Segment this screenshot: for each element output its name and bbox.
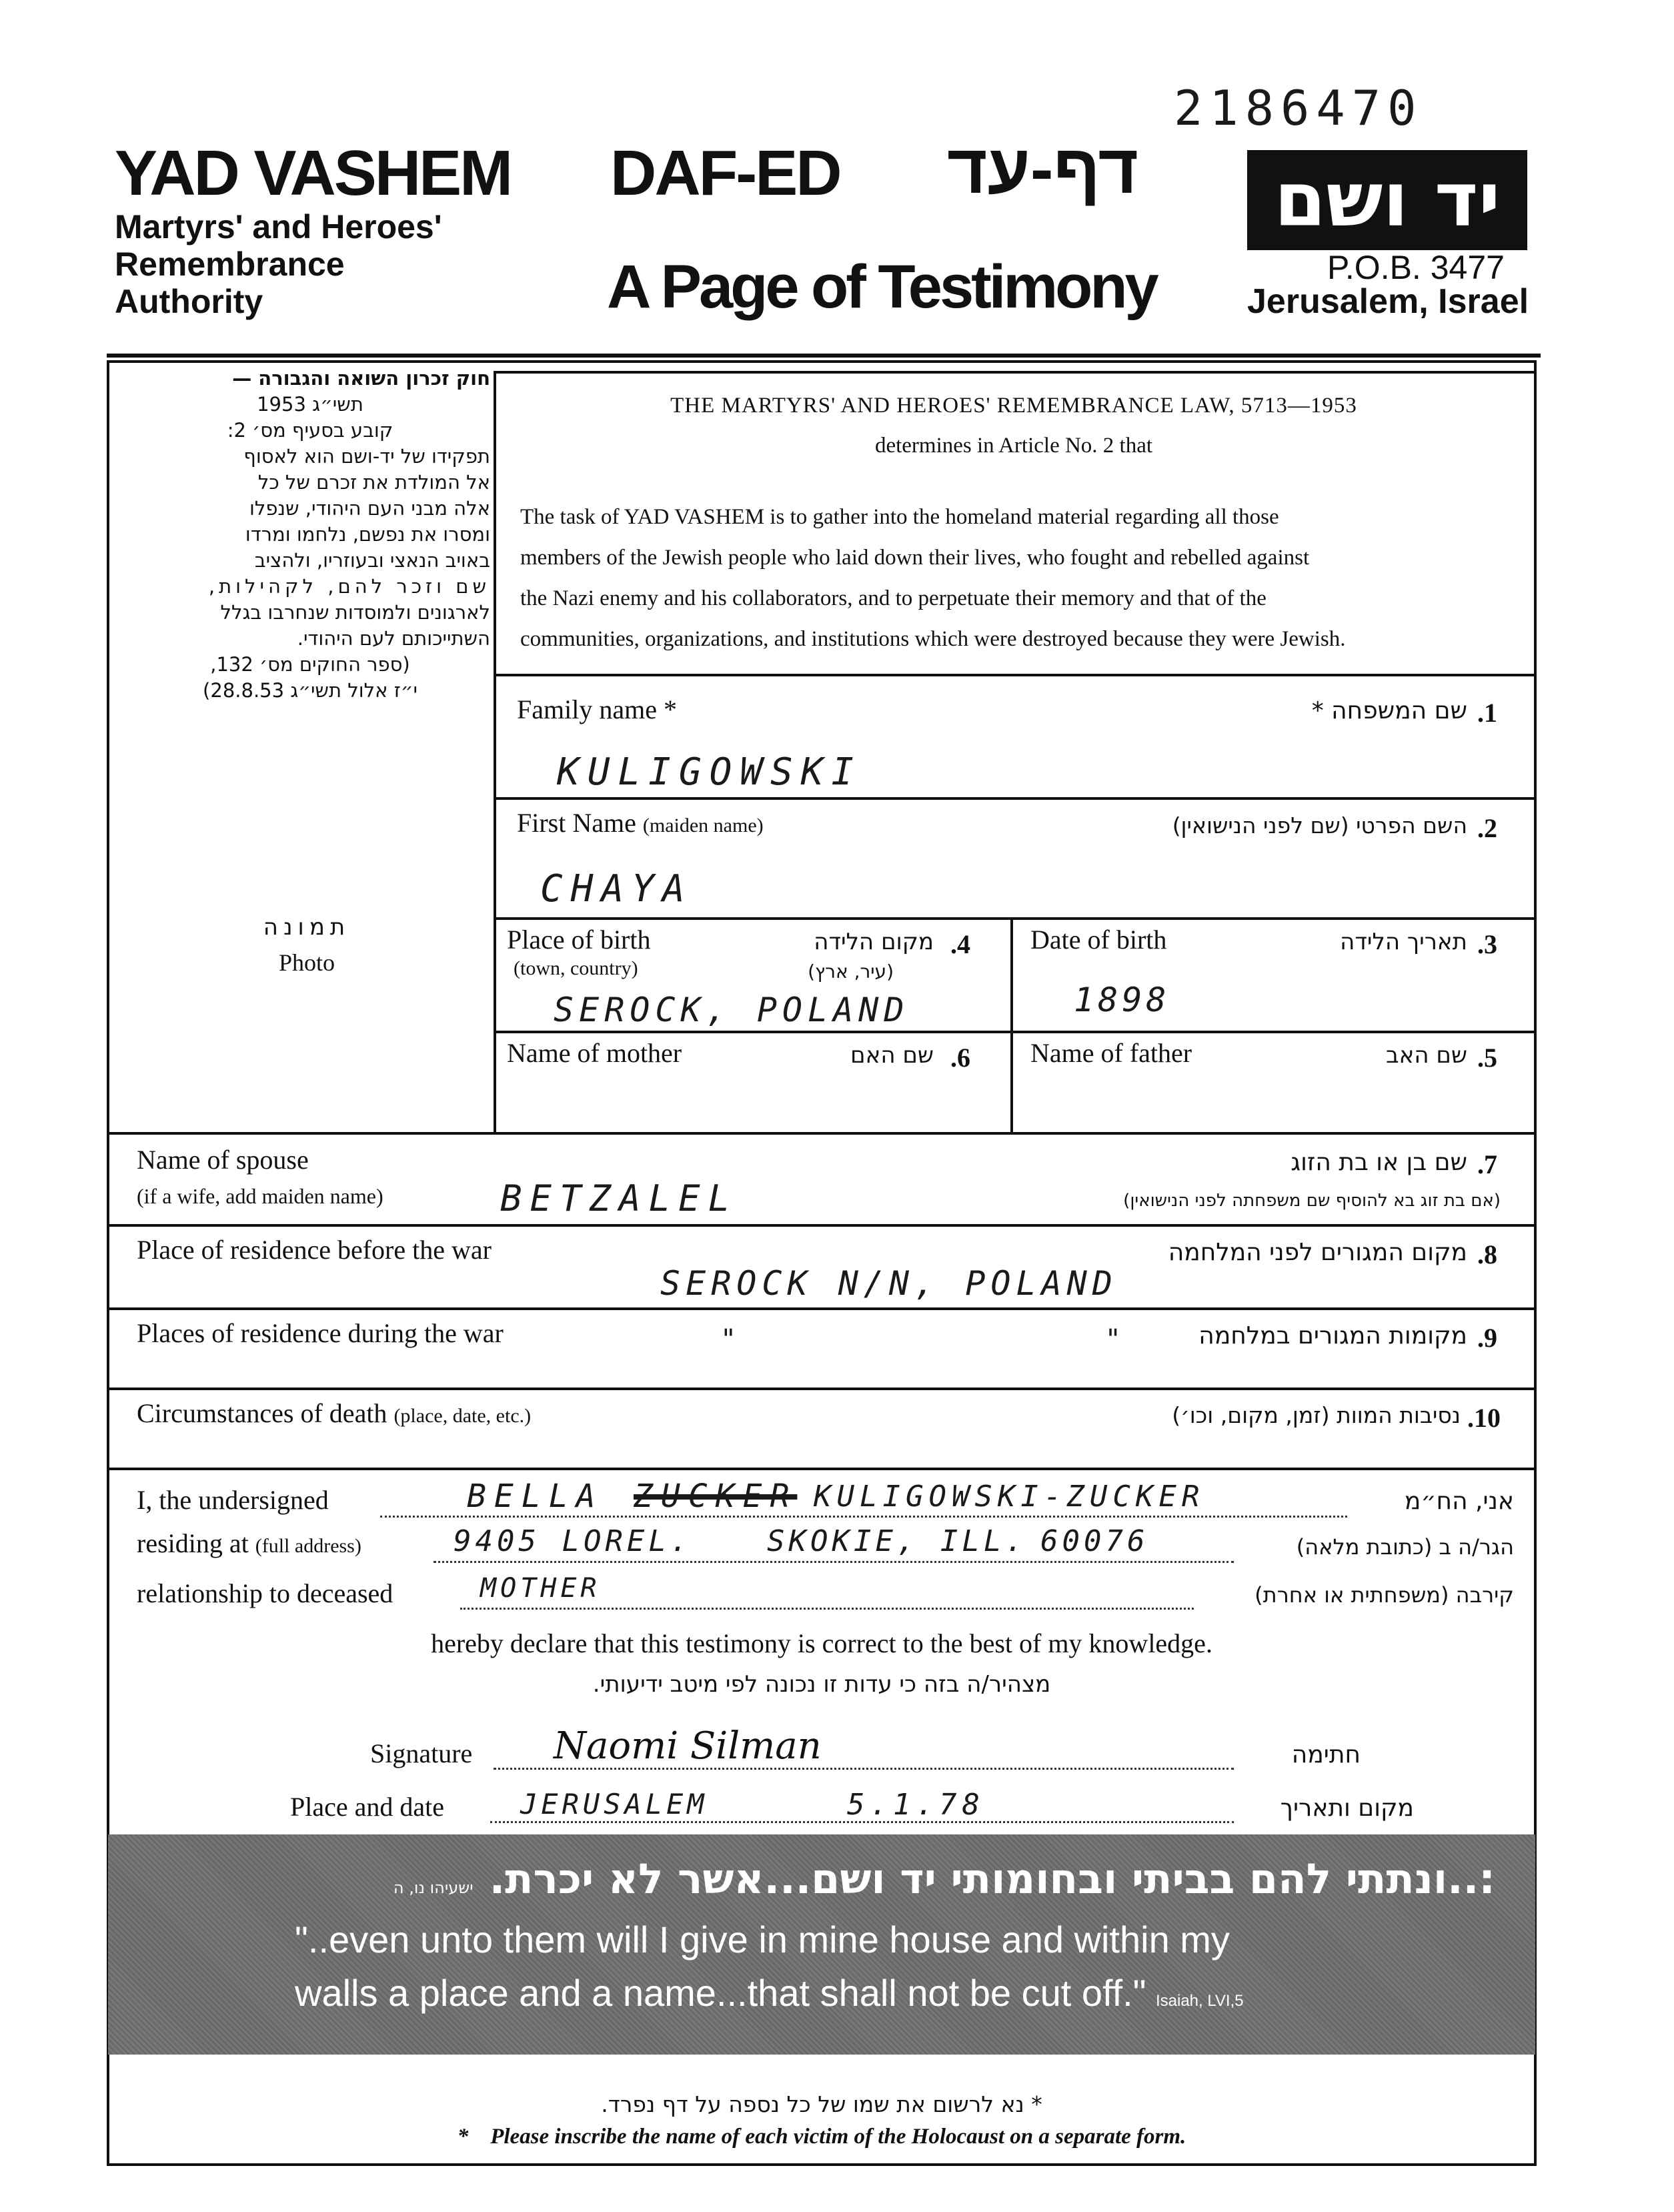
undersigned-label: I, the undersigned	[137, 1485, 329, 1515]
law-line: באויב הנאצי ובעוזריו, ולהציב	[254, 549, 490, 572]
header-rule	[107, 354, 1541, 358]
form-name: DAF-ED	[610, 137, 840, 209]
family-name-label-hebrew: שם המשפחה *	[1311, 697, 1467, 724]
row-divider	[494, 797, 1534, 800]
logo-hebrew-text: יד ושם	[1274, 157, 1501, 243]
residing-label	[137, 1528, 361, 1559]
spouse-value[interactable]: BETZALEL	[500, 1177, 738, 1219]
residence-before-label: Place of residence before the war	[137, 1235, 492, 1265]
residing-underline	[434, 1561, 1234, 1563]
law-line: קובע בסעיף מס׳ 2:	[227, 419, 393, 442]
signature-label: Signature	[370, 1738, 473, 1768]
row-divider	[107, 1468, 1537, 1470]
law-line: תפקידו של יד-ושם הוא לאסוף	[243, 445, 490, 468]
verse-banner	[108, 1834, 1535, 2055]
signature-underline	[494, 1768, 1234, 1770]
law-line: השתייכותם לעם היהודי.	[297, 627, 490, 650]
org-subtitle-line: Authority	[115, 283, 263, 320]
verse-english-line-2	[295, 1971, 1244, 2015]
law-line: ומסרו את נפשם, נלחמו ומרדו	[245, 523, 490, 546]
law-box-top	[494, 371, 1534, 374]
law-line: חוק זכרון השואה והגבורה —	[232, 367, 490, 390]
field-number: .2	[1477, 813, 1497, 843]
verse-english-line-1: "..even unto them will I give in mine house and within my	[295, 1918, 1230, 1961]
verse-hebrew-text: :..ונתתי להם בביתי ובחומותי יד ושם...אשר לא יכרת.	[489, 1854, 1495, 1903]
address-zip[interactable]: 60076	[1040, 1524, 1149, 1558]
declarant-first-name[interactable]: BELLA	[467, 1478, 604, 1515]
row-divider	[494, 917, 1534, 920]
death-label	[137, 1398, 531, 1429]
residing-label-hebrew: הגר/ה ב (כתובת מלאה)	[1296, 1534, 1514, 1560]
residing-label-sub: (full address)	[255, 1535, 361, 1557]
place-of-birth-label-hebrew: מקום הלידה	[814, 929, 934, 955]
law-body-line: The task of YAD VASHEM is to gather into the homeland material regarding all those	[520, 505, 1279, 529]
org-subtitle-line: Remembrance	[115, 245, 345, 283]
footnote-english: * Please inscribe the name of each victim of the Holocaust on a separate form.	[457, 2125, 1186, 2149]
declaration-text-hebrew: מצהיר/ה בזה כי עדות זו נכונה לפי מיטב ידיעותי.	[592, 1671, 1051, 1698]
law-subtitle: determines in Article No. 2 that	[874, 434, 1153, 458]
law-line: י״ז אלול תשי״ג 28.8.53)	[203, 679, 417, 702]
date-of-birth-label-hebrew: תאריך הלידה	[1340, 929, 1467, 955]
field-number: .6	[950, 1043, 970, 1073]
date-of-birth-value[interactable]: 1898	[1074, 981, 1170, 1019]
row-divider	[107, 1388, 1537, 1390]
spouse-label-hebrew: שם בן או בת הזוג	[1291, 1149, 1467, 1176]
law-body	[520, 497, 1521, 660]
first-name-label	[517, 807, 764, 839]
family-name-value[interactable]: KULIGOWSKI	[557, 750, 862, 794]
mother-name-label: Name of mother	[507, 1038, 682, 1068]
city: Jerusalem, Israel	[1247, 282, 1529, 321]
frame-right	[1534, 360, 1537, 1134]
signing-place[interactable]: JERUSALEM	[520, 1788, 708, 1820]
signature-label-hebrew: חתימה	[1291, 1741, 1361, 1768]
residence-before-label-hebrew: מקום המגורים לפני המלחמה	[1168, 1239, 1467, 1266]
row-divider	[107, 1307, 1537, 1310]
photo-area	[127, 734, 487, 1107]
section-rule	[107, 1132, 1537, 1135]
law-body-line: the Nazi enemy and his collaborators, and to perpetuate their memory and that of the	[520, 586, 1267, 610]
frame-top	[107, 360, 1537, 363]
field-number: .1	[1477, 698, 1497, 728]
father-name-label: Name of father	[1030, 1038, 1192, 1068]
field-number: .3	[1477, 929, 1497, 959]
spouse-label-hebrew-sub: (אם בת זוג בא להוסיף שם משפחתה לפני הנישואין)	[1123, 1191, 1501, 1211]
law-line: אלה מבני העם היהודי, שנפלו	[249, 497, 490, 520]
law-title: THE MARTYRS' AND HEROES' REMEMBRANCE LAW, 5713—1953	[670, 394, 1357, 418]
law-line: (ספר החוקים מס׳ 132,	[210, 653, 410, 676]
declarant-struck-name: ZUCKER	[634, 1478, 798, 1515]
signature-value[interactable]: Naomi Silman	[554, 1724, 822, 1768]
law-line: תשי״ג 1953	[257, 393, 363, 416]
verse-source: Isaiah, LVI,5	[1155, 1992, 1244, 2010]
spouse-label-sub: (if a wife, add maiden name)	[137, 1184, 383, 1208]
declarant-last-name[interactable]: KULIGOWSKI-ZUCKER	[814, 1480, 1205, 1514]
form-name-hebrew: דף-עד	[947, 131, 1139, 208]
law-line: שם וזכר להם, לקהילות,	[208, 575, 490, 598]
first-name-label-hebrew: השם הפרטי (שם לפני הנישואין)	[1172, 812, 1467, 839]
yad-vashem-logo	[1247, 150, 1527, 250]
po-box: P.O.B. 3477	[1327, 249, 1505, 286]
org-subtitle-line: Martyrs' and Heroes'	[115, 208, 442, 245]
spouse-label: Name of spouse	[137, 1145, 309, 1175]
place-date-label: Place and date	[290, 1792, 444, 1822]
field-number: .4	[950, 929, 970, 959]
residence-before-value[interactable]: SEROCK N/N, POLAND	[660, 1264, 1118, 1303]
first-name-label-sub: (maiden name)	[642, 814, 764, 837]
residence-during-label-hebrew: מקומות המגורים במלחמה	[1198, 1322, 1467, 1349]
org-name: YAD VASHEM	[115, 137, 512, 209]
column-divider	[1010, 917, 1013, 1134]
undersigned-underline	[380, 1516, 1347, 1518]
field-number: .7	[1477, 1149, 1497, 1179]
row-divider	[107, 1224, 1537, 1227]
residing-label-text: residing at	[137, 1528, 249, 1558]
verse-english-text: walls a place and a name...that shall not be cut off."	[295, 1972, 1146, 2014]
law-box-bottom	[494, 674, 1534, 676]
footnote-hebrew: * נא לרשום את שמו של כל נספה על דף נפרד.	[601, 2091, 1042, 2117]
photo-label: Photo	[278, 949, 335, 976]
death-label-sub: (place, date, etc.)	[393, 1405, 532, 1427]
verse-hebrew-source: ישעיהו נו, ה	[393, 1878, 474, 1897]
address-street[interactable]: 9405 LOREL.	[454, 1524, 692, 1558]
document-number: 2186470	[1174, 80, 1423, 136]
address-city[interactable]: SKOKIE, ILL.	[767, 1524, 1027, 1558]
declaration-text: hereby declare that this testimony is correct to the best of my knowledge.	[431, 1628, 1212, 1658]
law-body-line: members of the Jewish people who laid down their lives, who fought and rebelled against	[520, 546, 1310, 570]
frame-mid	[494, 371, 496, 1134]
form-title: A Page of Testimony	[607, 253, 1156, 321]
undersigned-label-hebrew: אני, הח״מ	[1404, 1488, 1514, 1515]
death-label-text: Circumstances of death	[137, 1398, 387, 1428]
verse-hebrew	[361, 1854, 1495, 1903]
relationship-value[interactable]: MOTHER	[480, 1573, 601, 1604]
place-date-label-hebrew: מקום ותאריך	[1280, 1794, 1414, 1822]
place-of-birth-sub-hebrew: (עיר, ארץ)	[808, 961, 894, 983]
relationship-label: relationship to deceased	[137, 1578, 393, 1608]
place-of-birth-value[interactable]: SEROCK, POLAND	[554, 991, 910, 1029]
law-body-line: communities, organizations, and institutions which were destroyed because they were Jewish.	[520, 627, 1346, 651]
field-number: .8	[1477, 1239, 1497, 1269]
hebrew-law-text	[130, 366, 490, 704]
father-name-label-hebrew: שם האב	[1385, 1042, 1467, 1069]
field-number: .9	[1477, 1323, 1497, 1353]
first-name-value[interactable]: CHAYA	[540, 867, 693, 911]
law-line: לארגונים ולמוסדות שנחרבו בגלל	[220, 601, 490, 624]
mother-name-label-hebrew: שם האם	[850, 1042, 934, 1069]
family-name-label: Family name *	[517, 694, 677, 724]
law-line: אל המולדת את זכרם של כל	[257, 471, 490, 494]
residence-during-value[interactable]: " "	[720, 1324, 1148, 1355]
field-number: .10	[1467, 1403, 1501, 1433]
frame-left	[107, 360, 109, 1134]
place-of-birth-label: Place of birth	[507, 925, 651, 955]
place-of-birth-sub: (town, country)	[514, 957, 638, 979]
field-number: .5	[1477, 1043, 1497, 1073]
date-of-birth-label: Date of birth	[1030, 925, 1167, 955]
frame-bottom	[107, 2163, 1537, 2166]
photo-label-hebrew: תמונה	[263, 914, 351, 941]
residence-during-label: Places of residence during the war	[137, 1318, 504, 1348]
relationship-underline	[460, 1608, 1194, 1610]
signing-date[interactable]: 5.1.78	[847, 1788, 985, 1822]
relationship-label-hebrew: קירבה (משפחתית או אחרת)	[1254, 1582, 1514, 1608]
first-name-label-text: First Name	[517, 808, 636, 838]
org-subtitle	[115, 208, 442, 320]
row-divider	[494, 1031, 1534, 1033]
death-label-hebrew: נסיבות המוות (זמן, מקום, וכו׳)	[1172, 1402, 1461, 1428]
